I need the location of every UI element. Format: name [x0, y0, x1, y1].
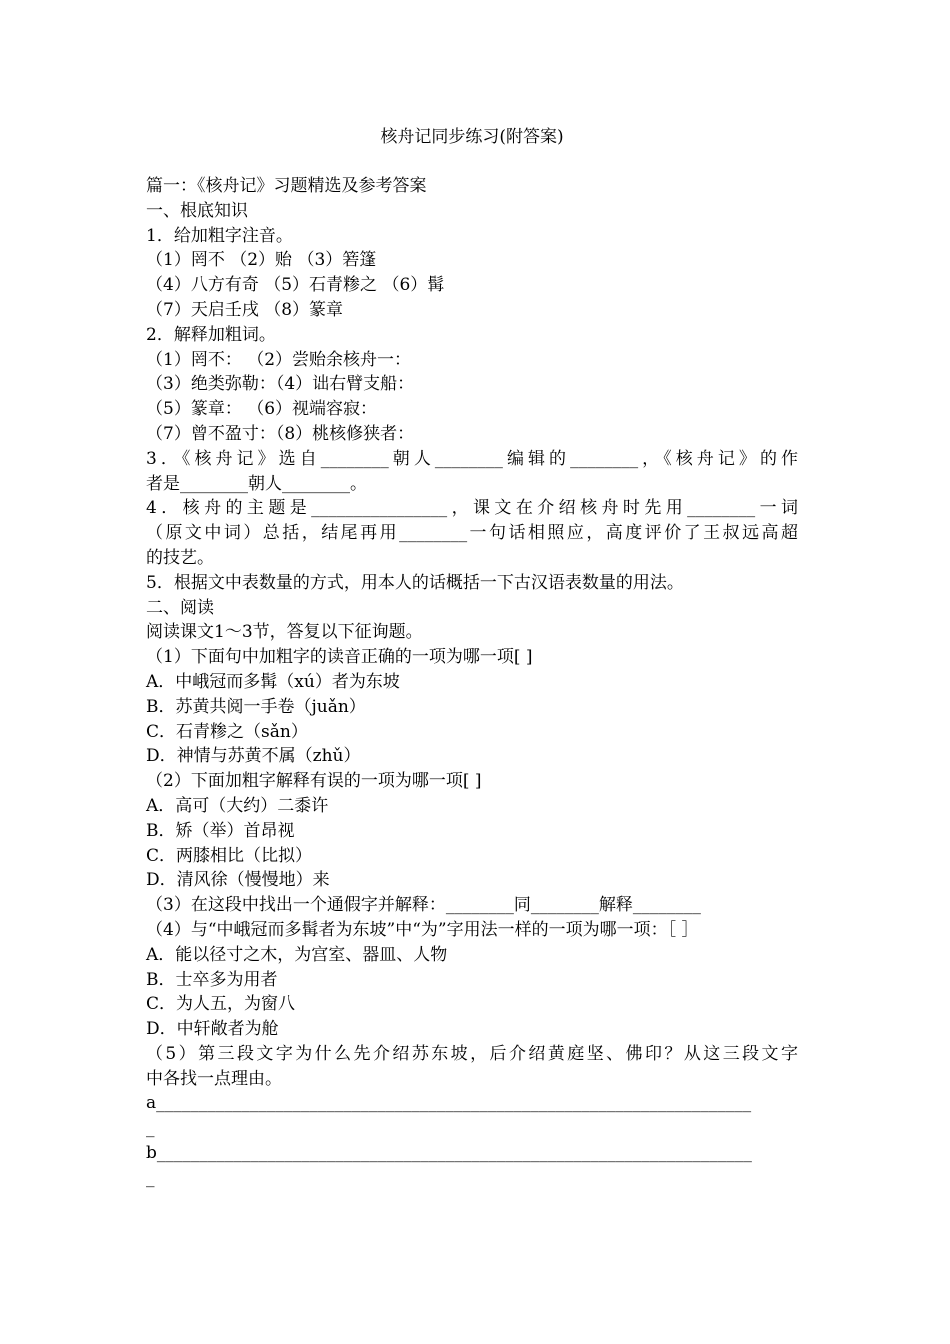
reading-question-5-cont: 中各找一点理由。 — [146, 1068, 282, 1089]
question-1-items: （4）八方有奇 （5）石青糁之 （6）髯 — [146, 275, 445, 296]
question-2-items: （1）罔不： （2）尝贻余核舟一： — [146, 349, 412, 370]
option-b: B．矫（举）首昂视 — [146, 820, 295, 841]
section-heading: 篇一：《核舟记》习题精选及参考答案 — [146, 176, 427, 196]
answer-line-b: b______________________________________________________________________ — [146, 1143, 752, 1164]
option-a: A．能以径寸之木，为宫室、器皿、人物 — [146, 944, 448, 965]
option-d: D．神情与苏黄不属（zhǔ） — [146, 746, 361, 767]
answer-line-b-cont: _ — [146, 1167, 155, 1188]
question-2-items: （7）曾不盈寸：（8）桃核修狭者： — [146, 423, 415, 444]
option-c: C．两膝相比（比拟） — [146, 845, 313, 866]
document-title: 核舟记同步练习(附答案) — [380, 127, 564, 147]
option-a: A．中峨冠而多髯（xú）者为东坡 — [146, 671, 400, 692]
document-body — [146, 174, 798, 1191]
question-4-cont: 的技艺。 — [146, 547, 214, 568]
option-b: B．士卒多为用者 — [146, 969, 278, 990]
answer-line-a-cont: _ — [146, 1118, 155, 1139]
option-c: C．石青糁之（sǎn） — [146, 721, 308, 742]
question-3-cont: 者是________朝人________。 — [146, 473, 367, 494]
question-2-items: （5）篆章： （6）视端容寂： — [146, 399, 378, 420]
question-2-items: （3）绝类弥勒：（4）诎右臂支船： — [146, 374, 415, 395]
reading-question-5: （5）第三段文字为什么先介绍苏东坡，后介绍黄庭坚、佛印？从这三段文字 — [146, 1043, 798, 1064]
question-4-cont: （原文中词）总括，结尾再用________一句话相照应，高度评价了王叔远高超 — [146, 523, 798, 544]
question-1: 1．给加粗字注音。 — [146, 225, 293, 246]
reading-instruction: 阅读课文1～3节，答复以下征询题。 — [146, 622, 423, 643]
part-heading: 一、根底知识 — [146, 200, 248, 221]
part-heading: 二、阅读 — [146, 597, 214, 618]
question-1-items: （1）罔不 （2）贻 （3）箬篷 — [146, 250, 377, 271]
question-5: 5．根据文中表数量的方式，用本人的话概括一下古汉语表数量的用法。 — [146, 572, 684, 593]
option-d: D．清风徐（慢慢地）来 — [146, 870, 330, 891]
question-3: 3．《核舟记》选自________朝人________编辑的________，《核舟记》的作 — [146, 448, 798, 469]
question-2: 2．解释加粗词。 — [146, 324, 276, 345]
option-c: C．为人五，为窗八 — [146, 994, 296, 1015]
reading-question-4: （4）与“中峨冠而多髯者为东坡”中“为”字用法一样的一项为哪一项：［ ］ — [146, 919, 699, 940]
reading-question-3: （3）在这段中找出一个通假字并解释：________同________解释________ — [146, 895, 701, 916]
option-b: B．苏黄共阅一手卷（juǎn） — [146, 696, 366, 717]
option-d: D．中轩敞者为舱 — [146, 1019, 279, 1040]
question-1-items: （7）天启壬戌 （8）篆章 — [146, 299, 344, 320]
reading-question-1: （1）下面句中加粗字的读音正确的一项为哪一项[ ] — [146, 647, 533, 668]
reading-question-2: （2）下面加粗字解释有误的一项为哪一项[ ] — [146, 771, 482, 792]
question-4: 4．核舟的主题是________________，课文在介绍核舟时先用________一词 — [146, 498, 798, 519]
answer-line-a: a______________________________________________________________________ — [146, 1093, 752, 1114]
option-a: A．高可（大约）二黍许 — [146, 795, 329, 816]
